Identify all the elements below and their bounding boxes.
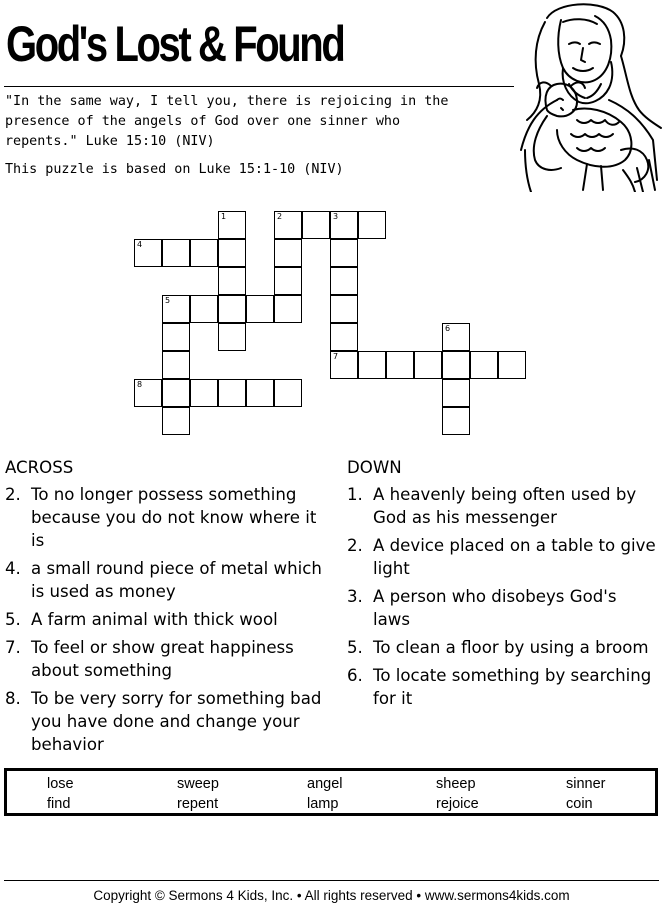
- clue-item: [347, 483, 657, 529]
- clue-number: 7: [333, 352, 339, 361]
- clue-num: 1.: [347, 485, 363, 504]
- crossword-cell[interactable]: [134, 379, 162, 407]
- crossword-cell[interactable]: [218, 379, 246, 407]
- crossword-cell[interactable]: [302, 211, 330, 239]
- down-clues: [347, 456, 657, 715]
- word-bank-word: rejoice: [436, 796, 479, 812]
- crossword-cell[interactable]: [274, 295, 302, 323]
- crossword-cell[interactable]: [218, 211, 246, 239]
- clue-item: [5, 636, 330, 682]
- word-bank: [4, 768, 658, 816]
- clue-item: [5, 557, 330, 603]
- crossword-cell[interactable]: [218, 239, 246, 267]
- clue-num: 5.: [347, 638, 363, 657]
- clue-item: [347, 534, 657, 580]
- clue-item: [5, 483, 330, 552]
- crossword-cell[interactable]: [218, 295, 246, 323]
- jesus-holding-lamb-illustration: [517, 0, 663, 192]
- clue-item: [5, 687, 330, 756]
- clue-num: 6.: [347, 666, 363, 685]
- clue-text: To locate something by searching for it: [373, 666, 652, 708]
- clue-text: A person who disobeys God's laws: [373, 587, 617, 629]
- crossword-cell[interactable]: [162, 239, 190, 267]
- clue-num: 2.: [347, 536, 363, 555]
- crossword-cell[interactable]: [330, 351, 358, 379]
- crossword-cell[interactable]: [162, 295, 190, 323]
- page-title: God's Lost & Found: [6, 16, 344, 72]
- crossword-cell[interactable]: [330, 295, 358, 323]
- word-bank-word: lose: [47, 776, 74, 792]
- clue-num: 4.: [5, 559, 21, 578]
- clue-text: To feel or show great happiness about something: [31, 638, 294, 680]
- crossword-cell[interactable]: [162, 379, 190, 407]
- clue-text: To no longer possess something because you do not know where it is: [31, 485, 317, 550]
- crossword-cell[interactable]: [330, 239, 358, 267]
- clue-item: [347, 636, 657, 659]
- clue-num: 2.: [5, 485, 21, 504]
- clue-number: 4: [137, 240, 143, 249]
- word-bank-word: sinner: [566, 776, 606, 792]
- crossword-cell[interactable]: [442, 407, 470, 435]
- crossword-cell[interactable]: [358, 211, 386, 239]
- crossword-cell[interactable]: [442, 323, 470, 351]
- word-bank-word: lamp: [307, 796, 339, 812]
- clue-num: 7.: [5, 638, 21, 657]
- clue-text: A farm animal with thick wool: [31, 610, 278, 629]
- crossword-cell[interactable]: [190, 295, 218, 323]
- word-bank-word: sheep: [436, 776, 476, 792]
- crossword-cell[interactable]: [330, 267, 358, 295]
- crossword-cell[interactable]: [498, 351, 526, 379]
- clue-text: To clean a floor by using a broom: [373, 638, 649, 657]
- crossword-cell[interactable]: [442, 379, 470, 407]
- crossword-cell[interactable]: [330, 211, 358, 239]
- crossword-cell[interactable]: [162, 351, 190, 379]
- crossword-cell[interactable]: [134, 239, 162, 267]
- clue-text: a small round piece of metal which is used as money: [31, 559, 322, 601]
- crossword-cell[interactable]: [470, 351, 498, 379]
- crossword-cell[interactable]: [218, 267, 246, 295]
- crossword-cell[interactable]: [190, 239, 218, 267]
- clue-item: [347, 664, 657, 710]
- copyright-footer: Copyright © Sermons 4 Kids, Inc. • All rights reserved • www.sermons4kids.com: [93, 888, 570, 903]
- clue-num: 3.: [347, 587, 363, 606]
- crossword-cell[interactable]: [274, 211, 302, 239]
- crossword-cell[interactable]: [386, 351, 414, 379]
- clue-num: 8.: [5, 689, 21, 708]
- clue-num: 5.: [5, 610, 21, 629]
- clue-text: A heavenly being often used by God as his messenger: [373, 485, 637, 527]
- clue-number: 2: [277, 212, 283, 221]
- across-clues: [5, 456, 330, 761]
- clue-text: To be very sorry for something bad you have done and change your behavior: [31, 689, 322, 754]
- crossword-cell[interactable]: [358, 351, 386, 379]
- word-bank-word: angel: [307, 776, 343, 792]
- word-bank-word: repent: [177, 796, 219, 812]
- scripture-verse: "In the same way, I tell you, there is rejoicing in the presence of the angels of God over one sinner who repents." Luke 15:10 (NIV): [5, 94, 449, 149]
- crossword-cell[interactable]: [162, 407, 190, 435]
- clue-number: 8: [137, 380, 143, 389]
- crossword-cell[interactable]: [274, 239, 302, 267]
- footer-divider: [4, 880, 659, 881]
- crossword-cell[interactable]: [442, 351, 470, 379]
- clue-text: A device placed on a table to give light: [373, 536, 656, 578]
- clue-number: 3: [333, 212, 339, 221]
- word-bank-word: sweep: [177, 776, 219, 792]
- crossword-cell[interactable]: [190, 379, 218, 407]
- crossword-cell[interactable]: [162, 323, 190, 351]
- clue-number: 6: [445, 324, 451, 333]
- clue-item: [5, 608, 330, 631]
- crossword-cell[interactable]: [218, 323, 246, 351]
- puzzle-source-note: This puzzle is based on Luke 15:1-10 (NIV): [5, 162, 344, 177]
- word-bank-word: coin: [566, 796, 593, 812]
- crossword-cell[interactable]: [330, 323, 358, 351]
- clue-number: 5: [165, 296, 171, 305]
- clue-number: 1: [221, 212, 227, 221]
- crossword-cell[interactable]: [246, 295, 274, 323]
- title-underline: [4, 86, 514, 87]
- crossword-cell[interactable]: [246, 379, 274, 407]
- crossword-cell[interactable]: [414, 351, 442, 379]
- word-bank-word: find: [47, 796, 71, 812]
- crossword-cell[interactable]: [274, 267, 302, 295]
- clue-item: [347, 585, 657, 631]
- across-heading: ACROSS: [5, 458, 74, 477]
- crossword-cell[interactable]: [274, 379, 302, 407]
- down-heading: DOWN: [347, 458, 402, 477]
